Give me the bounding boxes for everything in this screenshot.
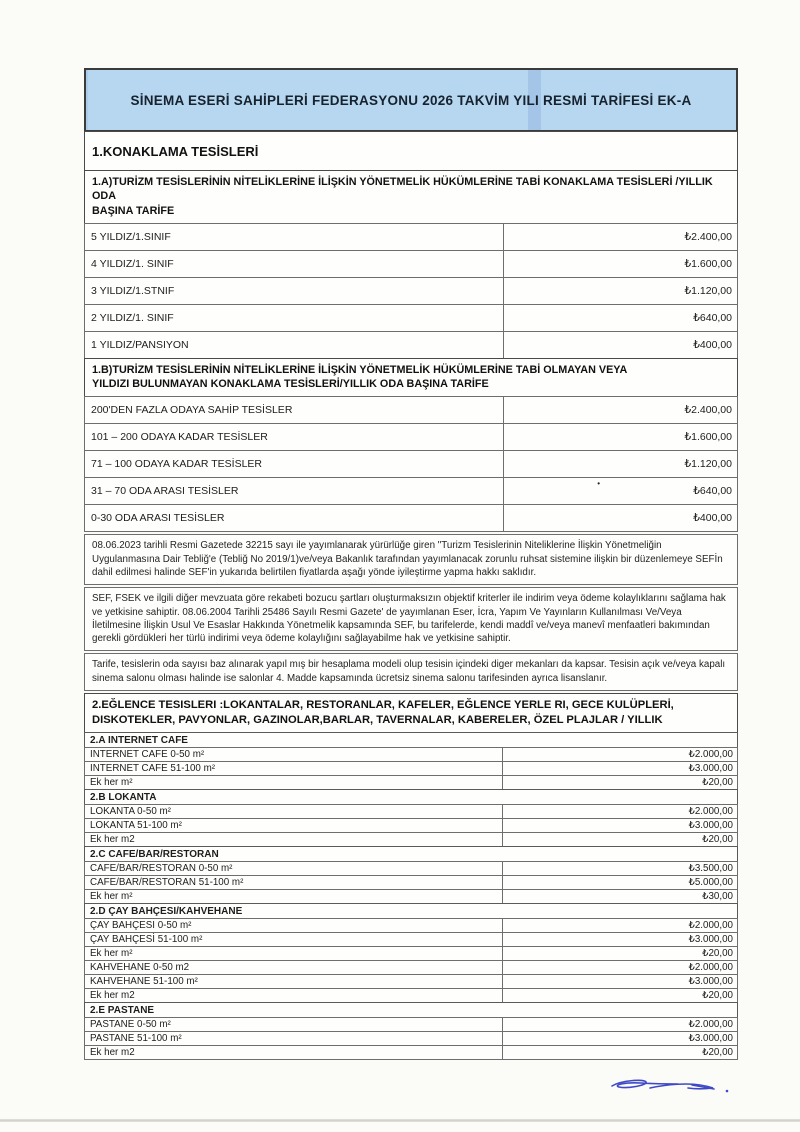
price-value: ₺3.000,00: [688, 820, 733, 832]
subsection-header: 2.A INTERNET CAFE: [84, 732, 738, 748]
row-label: ÇAY BAHÇESİ 51-100 m²: [85, 933, 503, 946]
stray-ink-mark: •: [597, 479, 600, 489]
table-row: [84, 223, 738, 251]
price-value: ₺3.000,00: [688, 1033, 733, 1045]
legal-note-2: SEF, FSEK ve ilgili diğer mevzuata göre rekabeti bozucu şartları oluşturmaksızın objektif kriterler ile indirim veya ödeme kolaylıklarını sağlama hak ve yetkisine sahiptir. 08.06.2004 Tarihli 25486 Sayılı Resmi Gazete' de yayımlanan Eser, İcra, Yapım Ve Yayınların Kullanılması Ve/Veya İletilmesine İlişkin Usul Ve Esaslar Hakkında Yönetmelik kapsamında SEF, bu tarifelerde, kendi maddî ve/veya manevî menfaatleri bakımından gerekli gördükleri her türlü indirimi veya ödeme kolaylığını sağlayabilme hak ve yetkisine sahiptir.: [84, 587, 738, 651]
row-label: KAHVEHANE 51-100 m²: [85, 975, 503, 988]
subsection-header: 2.C CAFE/BAR/RESTORAN: [84, 846, 738, 862]
page-title: SİNEMA ESERİ SAHİPLERİ FEDERASYONU 2026 TAKVİM YILI RESMİ TARİFESİ EK-A: [130, 92, 692, 108]
row-price: [503, 890, 737, 903]
table-row: [84, 988, 738, 1003]
row-price: [504, 397, 737, 423]
price-value: ₺400,00: [693, 512, 732, 525]
row-label: 5 YILDIZ/1.SINIF: [85, 224, 504, 250]
table-row: [84, 1045, 738, 1060]
table-row: [84, 331, 738, 359]
table-row: [84, 861, 738, 876]
row-price: [504, 505, 737, 531]
row-price: [503, 947, 737, 960]
row-label: Ek her m2: [85, 989, 503, 1002]
price-value: ₺20,00: [702, 1047, 733, 1059]
table-row: [84, 450, 738, 478]
row-label: CAFE/BAR/RESTORAN 51-100 m²: [85, 876, 503, 889]
row-label: 1 YILDIZ/PANSIYON: [85, 332, 504, 358]
price-value: ₺2.400,00: [684, 404, 732, 417]
row-label: 200'DEN FAZLA ODAYA SAHİP TESİSLER: [85, 397, 504, 423]
table-row: [84, 504, 738, 532]
row-price: [504, 251, 737, 277]
row-price: [504, 305, 737, 331]
row-label: 101 – 200 ODAYA KADAR TESİSLER: [85, 424, 504, 450]
price-value: ₺2.000,00: [688, 920, 733, 932]
table-row: [84, 818, 738, 833]
row-label: INTERNET CAFE 51-100 m²: [85, 762, 503, 775]
price-value: ₺3.500,00: [688, 863, 733, 875]
price-value: ₺640,00: [693, 485, 732, 498]
table-row: [84, 761, 738, 776]
subsection-header: 2.D ÇAY BAHÇESI/KAHVEHANE: [84, 903, 738, 919]
row-label: CAFE/BAR/RESTORAN 0-50 m²: [85, 862, 503, 875]
section-1b-header-line2: YILDIZI BULUNMAYAN KONAKLAMA TESİSLERİ/YILLIK ODA BAŞINA TARİFE: [92, 378, 489, 390]
row-price: [503, 1018, 737, 1031]
price-value: ₺2.000,00: [688, 962, 733, 974]
price-value: ₺20,00: [702, 948, 733, 960]
row-price: [503, 762, 737, 775]
table-row: [84, 747, 738, 762]
section-1a-header-line2: BAŞINA TARİFE: [92, 204, 175, 217]
row-price: [503, 819, 737, 832]
price-value: ₺640,00: [693, 311, 732, 324]
table-row: [84, 477, 738, 505]
scanned-tariff-document: [84, 68, 738, 1060]
legal-note-1: 08.06.2023 tarihli Resmi Gazetede 32215 sayı ile yayımlanarak yürürlüğe giren "Turizm Tesislerinin Niteliklerine İlişkin Yönetmeliğin Uygulanmasına Dair Tebliğ'e (Tebliğ No 2019/1)ve/veya Bakanlık tarafından yayımlanacak zorunlu ruhsat sistemine ilişkin bir düzenlemeye SEFİn dahil edilmesi halinde SEF'in yukarıda belirtilen fiyatlarda aşağı yönde iyileştirme yapma hakkı saklıdır.: [84, 534, 738, 585]
row-price: [504, 478, 737, 504]
table-row: [84, 277, 738, 305]
table-row: [84, 1031, 738, 1046]
section-2-title-line1: 2.EĞLENCE TESISLERI :LOKANTALAR, RESTORANLAR, KAFELER, EĞLENCE YERLE RI, GECE KULÜPLERİ,: [92, 699, 674, 712]
table-row: [84, 889, 738, 904]
row-label: LOKANTA 51-100 m²: [85, 819, 503, 832]
legal-note-3: Tarife, tesislerin oda sayısı baz alınarak yapıl mış bir hesaplama modeli olup tesisin içindeki diger mekanları da kapsar. Tesisin açık ve/veya kapalı sinema salonu olması halinde ise salonlar 4. Madde kapsamında ücretsiz sinema salonu tarifesinden ayrıca lisanslanır.: [84, 653, 738, 691]
row-label: Ek her m2: [85, 1046, 503, 1059]
price-value: ₺2.000,00: [688, 1019, 733, 1031]
price-value: ₺1.600,00: [684, 257, 732, 270]
row-price: [503, 748, 737, 761]
row-label: PASTANE 51-100 m²: [85, 1032, 503, 1045]
table-row: [84, 932, 738, 947]
subsection-header: 2.B LOKANTA: [84, 789, 738, 805]
row-label: 0-30 ODA ARASI TESİSLER: [85, 505, 504, 531]
price-value: ₺400,00: [693, 338, 732, 351]
row-price: [504, 278, 737, 304]
row-label: PASTANE 0-50 m²: [85, 1018, 503, 1031]
row-price: [504, 332, 737, 358]
price-value: ₺2.400,00: [684, 230, 732, 243]
price-value: ₺1.600,00: [684, 431, 732, 444]
row-label: 3 YILDIZ/1.STNIF: [85, 278, 504, 304]
row-label: Ek her m2: [85, 833, 503, 846]
page-bottom-scan-edge: [0, 1119, 800, 1122]
table-row: [84, 304, 738, 332]
row-price: [504, 424, 737, 450]
table-row: [84, 960, 738, 975]
row-price: [503, 876, 737, 889]
row-price: [503, 805, 737, 818]
signature-ink-dot: [726, 1090, 729, 1093]
section-1a-header-line1: 1.A)TURİZM TESİSLERİNİN NİTELİKLERİNE İLİŞKİN YÖNETMELİK HÜKÜMLERİNE TABİ KONAKLAMA TESİSLERİ /YILLIK ODA: [92, 176, 713, 203]
table-row: [84, 775, 738, 790]
section-1b-header-line1: 1.B)TURİZM TESİSLERİNİN NİTELİKLERİNE İLİŞKİN YÖNETMELİK HÜKÜMLERİNE TABİ OLMAYAN VEYA: [92, 363, 628, 376]
row-label: KAHVEHANE 0-50 m2: [85, 961, 503, 974]
price-value: ₺30,00: [702, 891, 733, 903]
section-1a-header: [84, 170, 738, 224]
row-label: Ek her m²: [85, 947, 503, 960]
section-2-title-line2: DISKOTEKLER, PAVYONLAR, GAZINOLAR,BARLAR, TAVERNALAR, KABERELER, ÖZEL PLAJLAR / YILLIK: [92, 714, 663, 727]
tariff-table-2: [84, 732, 738, 1060]
price-value: ₺2.000,00: [688, 806, 733, 818]
price-value: ₺5.000,00: [688, 877, 733, 889]
table-row: [84, 250, 738, 278]
table-row: [84, 875, 738, 890]
row-price: [503, 833, 737, 846]
row-label: ÇAY BAHÇESI 0-50 m²: [85, 919, 503, 932]
row-price: [503, 933, 737, 946]
row-label: INTERNET CAFE 0-50 m²: [85, 748, 503, 761]
table-row: [84, 946, 738, 961]
table-row: [84, 918, 738, 933]
price-value: ₺2.000,00: [688, 749, 733, 761]
row-label: LOKANTA 0-50 m²: [85, 805, 503, 818]
row-price: [503, 1046, 737, 1059]
row-price: [503, 1032, 737, 1045]
row-price: [504, 451, 737, 477]
row-price: [503, 989, 737, 1002]
section-2-title: [84, 693, 738, 733]
row-price: [503, 919, 737, 932]
price-value: ₺3.000,00: [688, 976, 733, 988]
table-row: [84, 1017, 738, 1032]
table-row: [84, 832, 738, 847]
row-label: 31 – 70 ODA ARASI TESİSLER: [85, 478, 504, 504]
row-price: [503, 862, 737, 875]
signature-scribble: [598, 1072, 734, 1100]
row-label: 4 YILDIZ/1. SINIF: [85, 251, 504, 277]
section-1b-header: [84, 358, 738, 398]
price-value: ₺1.120,00: [684, 284, 732, 297]
row-price: [503, 776, 737, 789]
price-value: ₺20,00: [702, 777, 733, 789]
price-value: ₺1.120,00: [684, 458, 732, 471]
document-title-band: [84, 68, 738, 132]
table-row: [84, 974, 738, 989]
row-label: Ek her m²: [85, 776, 503, 789]
price-value: ₺3.000,00: [688, 763, 733, 775]
price-value: ₺20,00: [702, 990, 733, 1002]
row-price: [503, 975, 737, 988]
table-row: [84, 396, 738, 424]
row-label: Ek her m²: [85, 890, 503, 903]
price-value: ₺20,00: [702, 834, 733, 846]
row-label: 2 YILDIZ/1. SINIF: [85, 305, 504, 331]
row-price: [504, 224, 737, 250]
row-label: 71 – 100 ODAYA KADAR TESİSLER: [85, 451, 504, 477]
tariff-table-1a: [84, 223, 738, 359]
tariff-table-1b: [84, 396, 738, 532]
subsection-header: 2.E PASTANE: [84, 1002, 738, 1018]
table-row: [84, 423, 738, 451]
section-1-title: 1.KONAKLAMA TESİSLERİ: [84, 131, 738, 171]
price-value: ₺3.000,00: [688, 934, 733, 946]
table-row: [84, 804, 738, 819]
row-price: [503, 961, 737, 974]
